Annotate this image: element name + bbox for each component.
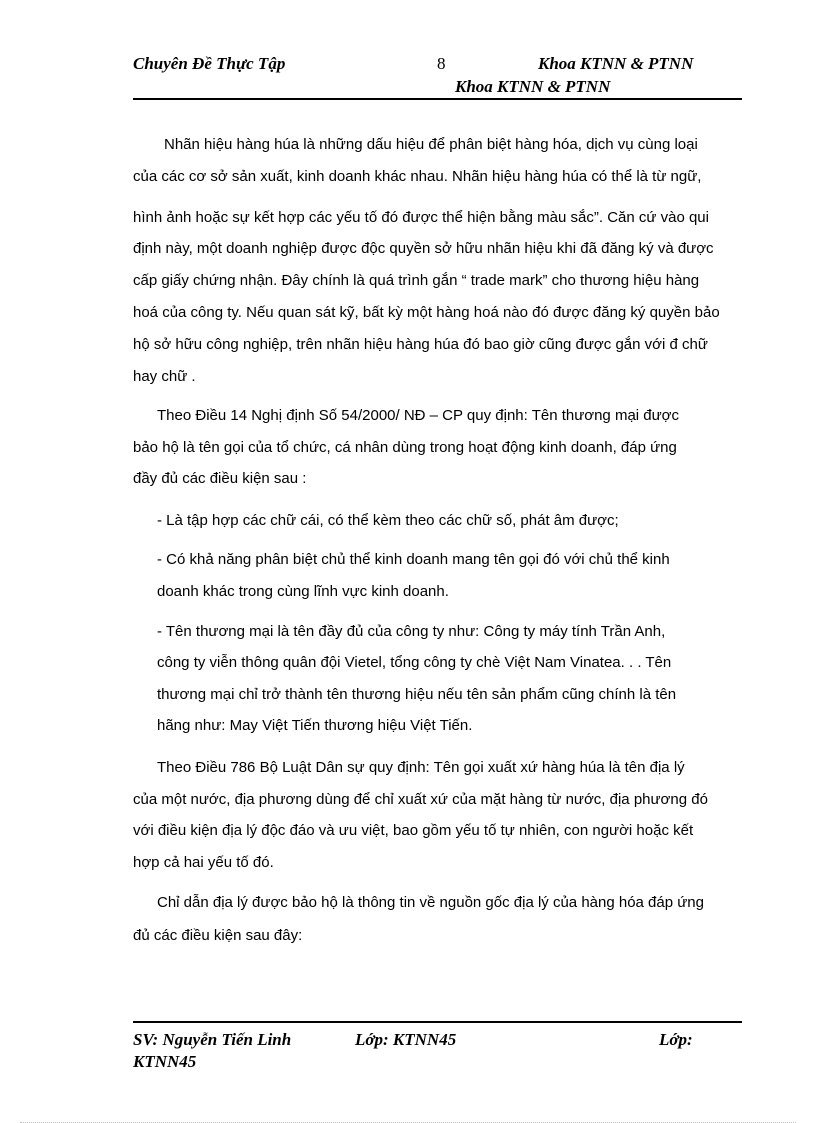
body-line: - Tên thương mại là tên đầy đủ của công ty như: Công ty máy tính Trần Anh, — [157, 623, 666, 640]
footer-student: SV: Nguyễn Tiến Linh — [133, 1030, 292, 1049]
body-line: hay chữ . — [133, 368, 196, 385]
body-line: đầy đủ các điều kiện sau : — [133, 470, 307, 487]
body-line: của một nước, địa phương dùng để chỉ xuất xứ của mặt hàng từ nước, địa phương đó — [133, 791, 708, 808]
body-line: bảo hộ là tên gọi của tổ chức, cá nhân dùng trong hoạt động kinh doanh, đáp ứng — [133, 439, 677, 456]
body-line: đủ các điều kiện sau đây: — [133, 927, 303, 944]
header-left-title: Chuyên Đề Thực Tập — [133, 54, 286, 73]
body-line: hình ảnh hoặc sự kết hợp các yếu tố đó được thể hiện bằng màu sắc”. Căn cứ vào qui — [133, 209, 709, 226]
body-line: của các cơ sở sản xuất, kinh doanh khác nhau. Nhãn hiệu hàng húa có thể là từ ngữ, — [133, 168, 702, 185]
footer-class: Lớp: KTNN45 — [355, 1030, 457, 1049]
body-line: hãng như: May Việt Tiến thương hiệu Việt Tiến. — [157, 717, 473, 734]
footer-rule — [133, 1021, 742, 1023]
header-right-title: Khoa KTNN & PTNN — [538, 54, 694, 73]
body-line: hoá của công ty. Nếu quan sát kỹ, bất kỳ một hàng hoá nào đó được đăng ký quyền bảo — [133, 304, 720, 321]
body-line: thương mại chỉ trở thành tên thương hiệu nếu tên sản phẩm cũng chính là tên — [157, 686, 677, 703]
body-line: - Có khả năng phân biệt chủ thể kinh doanh mang tên gọi đó với chủ thể kinh — [157, 551, 670, 568]
header-rule — [133, 98, 742, 100]
body-line: định này, một doanh nghiệp được độc quyền sở hữu nhãn hiệu khi đã đăng ký và được — [133, 240, 714, 257]
body-line: với điều kiện địa lý độc đáo và ưu việt, bao gồm yếu tố tự nhiên, con người hoặc kết — [133, 822, 694, 839]
body-line: Nhãn hiệu hàng húa là những dấu hiệu để phân biệt hàng hóa, dịch vụ cùng loại — [164, 136, 698, 153]
header-right-title-repeat: Khoa KTNN & PTNN — [455, 77, 611, 96]
body-line: Theo Điều 786 Bộ Luật Dân sự quy định: Tên gọi xuất xứ hàng húa là tên địa lý — [157, 759, 685, 776]
body-line: - Là tập hợp các chữ cái, có thể kèm theo các chữ số, phát âm được; — [157, 512, 619, 529]
body-line: công ty viễn thông quân đội Vietel, tổng công ty chè Việt Nam Vinatea. . . Tên — [157, 654, 672, 671]
body-line: doanh khác trong cùng lĩnh vực kinh doanh. — [157, 583, 449, 600]
body-line: cấp giấy chứng nhận. Đây chính là quá trình gắn “ trade mark” cho thương hiệu hàng — [133, 272, 700, 289]
page-number: 8 — [437, 54, 446, 73]
body-line: hợp cả hai yếu tố đó. — [133, 854, 274, 871]
body-line: Theo Điều 14 Nghị định Số 54/2000/ NĐ – CP quy định: Tên thương mại được — [157, 407, 680, 424]
body-line: hộ sở hữu công nghiệp, trên nhãn hiệu hàng húa đó bao giờ cũng được gắn với đ chữ — [133, 336, 708, 353]
body-line: Chỉ dẫn địa lý được bảo hộ là thông tin về nguồn gốc địa lý của hàng hóa đáp ứng — [157, 894, 704, 911]
footer-class-label: Lớp: — [659, 1030, 693, 1049]
footer-class-value: KTNN45 — [133, 1052, 197, 1071]
